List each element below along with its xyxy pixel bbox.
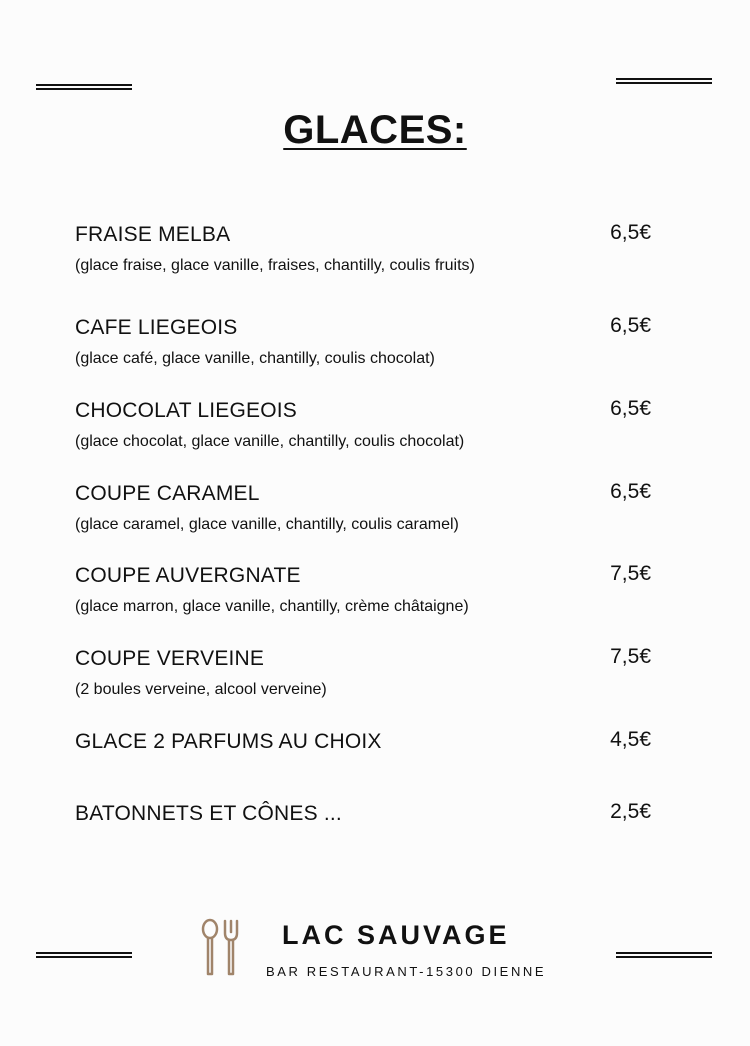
decorative-double-rule xyxy=(616,952,712,958)
menu-item xyxy=(75,481,655,535)
item-name: COUPE CARAMEL xyxy=(75,482,260,505)
menu-item xyxy=(75,563,655,617)
menu-item xyxy=(75,646,655,700)
decorative-double-rule xyxy=(36,84,132,90)
item-price: 6,5€ xyxy=(610,397,651,420)
decorative-double-rule xyxy=(616,78,712,84)
item-description: (glace café, glace vanille, chantilly, coulis chocolat) xyxy=(75,350,435,367)
item-price: 7,5€ xyxy=(610,562,651,585)
decorative-double-rule xyxy=(36,952,132,958)
spoon-fork-icon xyxy=(200,918,242,978)
item-description: (glace caramel, glace vanille, chantilly, coulis caramel) xyxy=(75,516,459,533)
item-description: (glace chocolat, glace vanille, chantilly, coulis chocolat) xyxy=(75,433,465,450)
item-description: (glace marron, glace vanille, chantilly, crème châtaigne) xyxy=(75,598,469,615)
item-price: 6,5€ xyxy=(610,480,651,503)
item-price: 4,5€ xyxy=(610,728,651,751)
item-price: 6,5€ xyxy=(610,221,651,244)
item-name: GLACE 2 PARFUMS AU CHOIX xyxy=(75,730,382,753)
menu-item xyxy=(75,398,655,452)
item-description: (2 boules verveine, alcool verveine) xyxy=(75,681,327,698)
item-name: BATONNETS ET CÔNES ... xyxy=(75,802,342,825)
menu-item xyxy=(75,222,655,276)
item-name: CAFE LIEGEOIS xyxy=(75,316,238,339)
item-price: 7,5€ xyxy=(610,645,651,668)
menu-item xyxy=(75,801,655,827)
item-name: COUPE VERVEINE xyxy=(75,647,265,670)
item-price: 6,5€ xyxy=(610,314,651,337)
restaurant-name: LAC SAUVAGE xyxy=(282,920,510,950)
restaurant-tagline: BAR RESTAURANT-15300 DIENNE xyxy=(266,964,547,979)
menu-item xyxy=(75,315,655,369)
item-description: (glace fraise, glace vanille, fraises, chantilly, coulis fruits) xyxy=(75,257,475,274)
item-name: CHOCOLAT LIEGEOIS xyxy=(75,399,298,422)
item-name: FRAISE MELBA xyxy=(75,223,231,246)
menu-item xyxy=(75,729,655,755)
item-name: COUPE AUVERGNATE xyxy=(75,564,301,587)
menu-title: GLACES: xyxy=(283,108,467,152)
item-price: 2,5€ xyxy=(610,800,651,823)
